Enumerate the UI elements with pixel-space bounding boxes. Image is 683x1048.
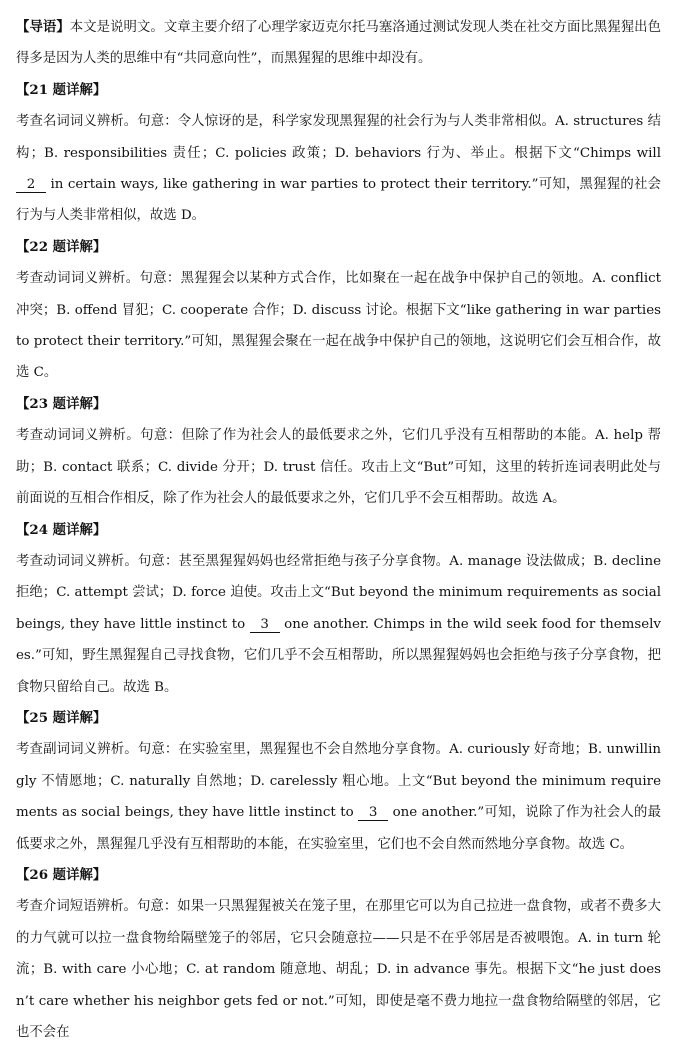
q21-text-a: 考查名词词义辨析。句意：令人惊讶的是，科学家发现黑猩猩的社会行为与人类非常相似。A. structures 结构；B. responsibilities 责任；C. policies 政策；D. behaviors 行为、举止。根据下文“Chimps will <box>16 114 661 161</box>
q23-explanation: 考查动词词义辨析。句意：但除了作为社会人的最低要求之外，它们几乎没有互相帮助的本能。A. help 帮助；B. contact 联系；C. divide 分开；D. trust 信任。攻击上文“But”可知，这里的转折连词表明此处与前面说的互相合作相反，除了作为社会人的最低要求之外，它们几乎不会互相帮助。故选 A。 <box>16 428 661 507</box>
q24-text-b: one another. Chimps in the wild seek food for themselves.”可知，野生黑猩猩自己寻找食物，它们几乎不会互相帮助，所以黑猩猩妈妈也会拒绝与孩子分享食物，把食物只留给自己。故选 B。 <box>16 616 661 695</box>
q25-blank: 3 <box>358 805 388 821</box>
q22-explanation: 考查动词词义辨析。句意：黑猩猩会以某种方式合作，比如聚在一起在战争中保护自己的领地。A. conflict 冲突；B. offend 冒犯；C. cooperate 合作；D. discuss 讨论。根据下文“like gathering in war parties to protect their territory.”可知，黑猩猩会聚在一起在战争中保护自己的领地，这说明它们会互相合作，故选 C。 <box>16 271 661 381</box>
q26-heading: 【26 题详解】 <box>16 866 107 883</box>
q23-heading: 【23 题详解】 <box>16 395 107 412</box>
q25-text-a: 考查副词词义辨析。句意：在实验室里，黑猩猩也不会自然地分享食物。A. curiously 好奇地；B. unwillingly 不情愿地；C. naturally 自然地；D. carelessly 粗心地。上文“But beyond the minimum requirements as social beings, they have little instinct to <box>16 742 661 821</box>
intro-text: 本文是说明文。文章主要介绍了心理学家迈克尔托马塞洛通过测试发现人类在社交方面比黑猩猩出色得多是因为人类的思维中有“共同意向性”，而黑猩猩的思维中却没有。 <box>16 20 662 67</box>
q21-heading: 【21 题详解】 <box>16 81 107 98</box>
q21-text-b: in certain ways, like gathering in war parties to protect their territory.”可知，黑猩猩的社会行为与人类非常相似，故选 D。 <box>16 177 661 224</box>
q26-explanation: 考查介词短语辨析。句意：如果一只黑猩猩被关在笼子里，在那里它可以为自己拉进一盘食物，或者不费多大的力气就可以拉一盘食物给隔壁笼子的邻居，它只会随意拉——只是不在乎邻居是否被喂饱。A. in turn 轮流；B. with care 小心地；C. at random 随意地、胡乱；D. in advance 事先。根据下文“he just doesn’t care whether his neighbor gets fed or not.”可知，即使是毫不费力地拉一盘食物给隔壁的邻居，它也不会在 <box>16 899 661 1040</box>
q21-blank: 2 <box>16 177 46 193</box>
q24-heading: 【24 题详解】 <box>16 521 107 538</box>
q22-heading: 【22 题详解】 <box>16 238 107 255</box>
intro-tag: 【导语】 <box>16 19 70 35</box>
q24-blank: 3 <box>250 617 280 633</box>
q24-text-a: 考查动词词义辨析。句意：甚至黑猩猩妈妈也经常拒绝与孩子分享食物。A. manage 设法做成；B. decline 拒绝；C. attempt 尝试；D. force 迫使。攻击上文“But beyond the minimum requirements as social beings, they have little instinct to <box>16 553 661 632</box>
q21-explanation <box>16 106 661 232</box>
intro-paragraph <box>16 12 661 75</box>
q24-explanation <box>16 546 661 703</box>
q25-explanation <box>16 734 661 860</box>
q25-text-b: one another.”可知，说除了作为社会人的最低要求之外，黑猩猩几乎没有互相帮助的本能，在实验室里，它们也不会自然而然地分享食物。故选 C。 <box>16 805 661 852</box>
q25-heading: 【25 题详解】 <box>16 709 107 726</box>
